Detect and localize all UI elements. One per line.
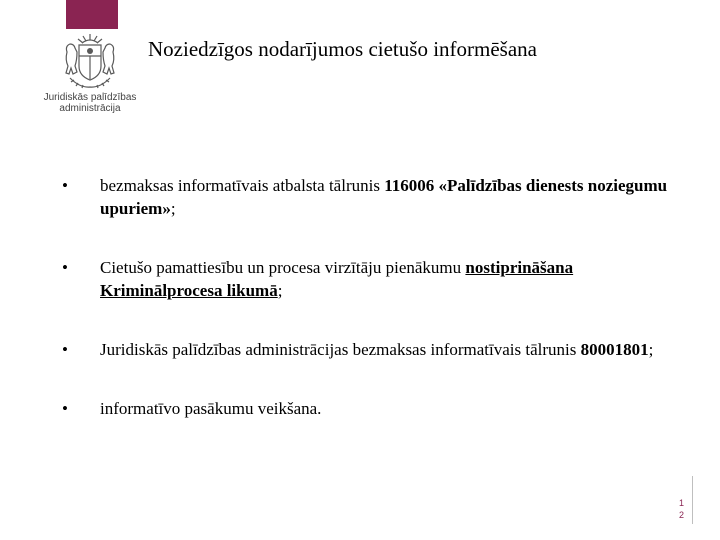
bullet-item [62, 338, 682, 361]
bullet-marker: • [62, 176, 68, 195]
bullet-marker: • [62, 258, 68, 277]
slide-title: Noziedzīgos nodarījumos cietušo informēšana [148, 37, 537, 61]
page-number [679, 497, 684, 521]
bullet-marker: • [62, 340, 68, 359]
brand-color-bar [66, 0, 118, 29]
bullet-text-emphasis: 80001801 [580, 340, 649, 359]
bullet-text: bezmaksas informatīvais atbalsta tālrunis [100, 176, 385, 195]
organization-name [40, 92, 140, 114]
bullet-text-emphasis: nostiprināšana Kriminālprocesa likumā [100, 258, 574, 300]
bullet-text: informatīvo pasākumu veikšana. [100, 399, 322, 418]
coat-of-arms-icon [62, 32, 118, 92]
bullet-text-end: ; [277, 281, 283, 300]
page-number-divider [692, 476, 693, 524]
organization-logo [40, 32, 140, 122]
organization-name-line1: Juridiskās palīdzības [43, 92, 137, 103]
bullet-item [62, 256, 682, 302]
bullet-list [62, 174, 682, 420]
bullet-text: Juridiskās palīdzības administrācijas bezmaksas informatīvais tālrunis [100, 340, 581, 359]
bullet-item [62, 174, 682, 220]
organization-name-line2: administrācija [59, 103, 121, 114]
bullet-text-end: ; [648, 340, 654, 359]
bullet-marker: • [62, 399, 68, 418]
bullet-text: Cietušo pamattiesību un procesa virzītāju pienākumu [100, 258, 466, 277]
page-number-digit: 1 [679, 498, 685, 508]
bullet-text-end: ; [170, 199, 176, 218]
page-number-digit: 2 [679, 510, 685, 520]
bullet-item [62, 397, 682, 420]
bullet-text-emphasis: 116006 «Palīdzības dienests noziegumu upuriem» [100, 176, 668, 218]
